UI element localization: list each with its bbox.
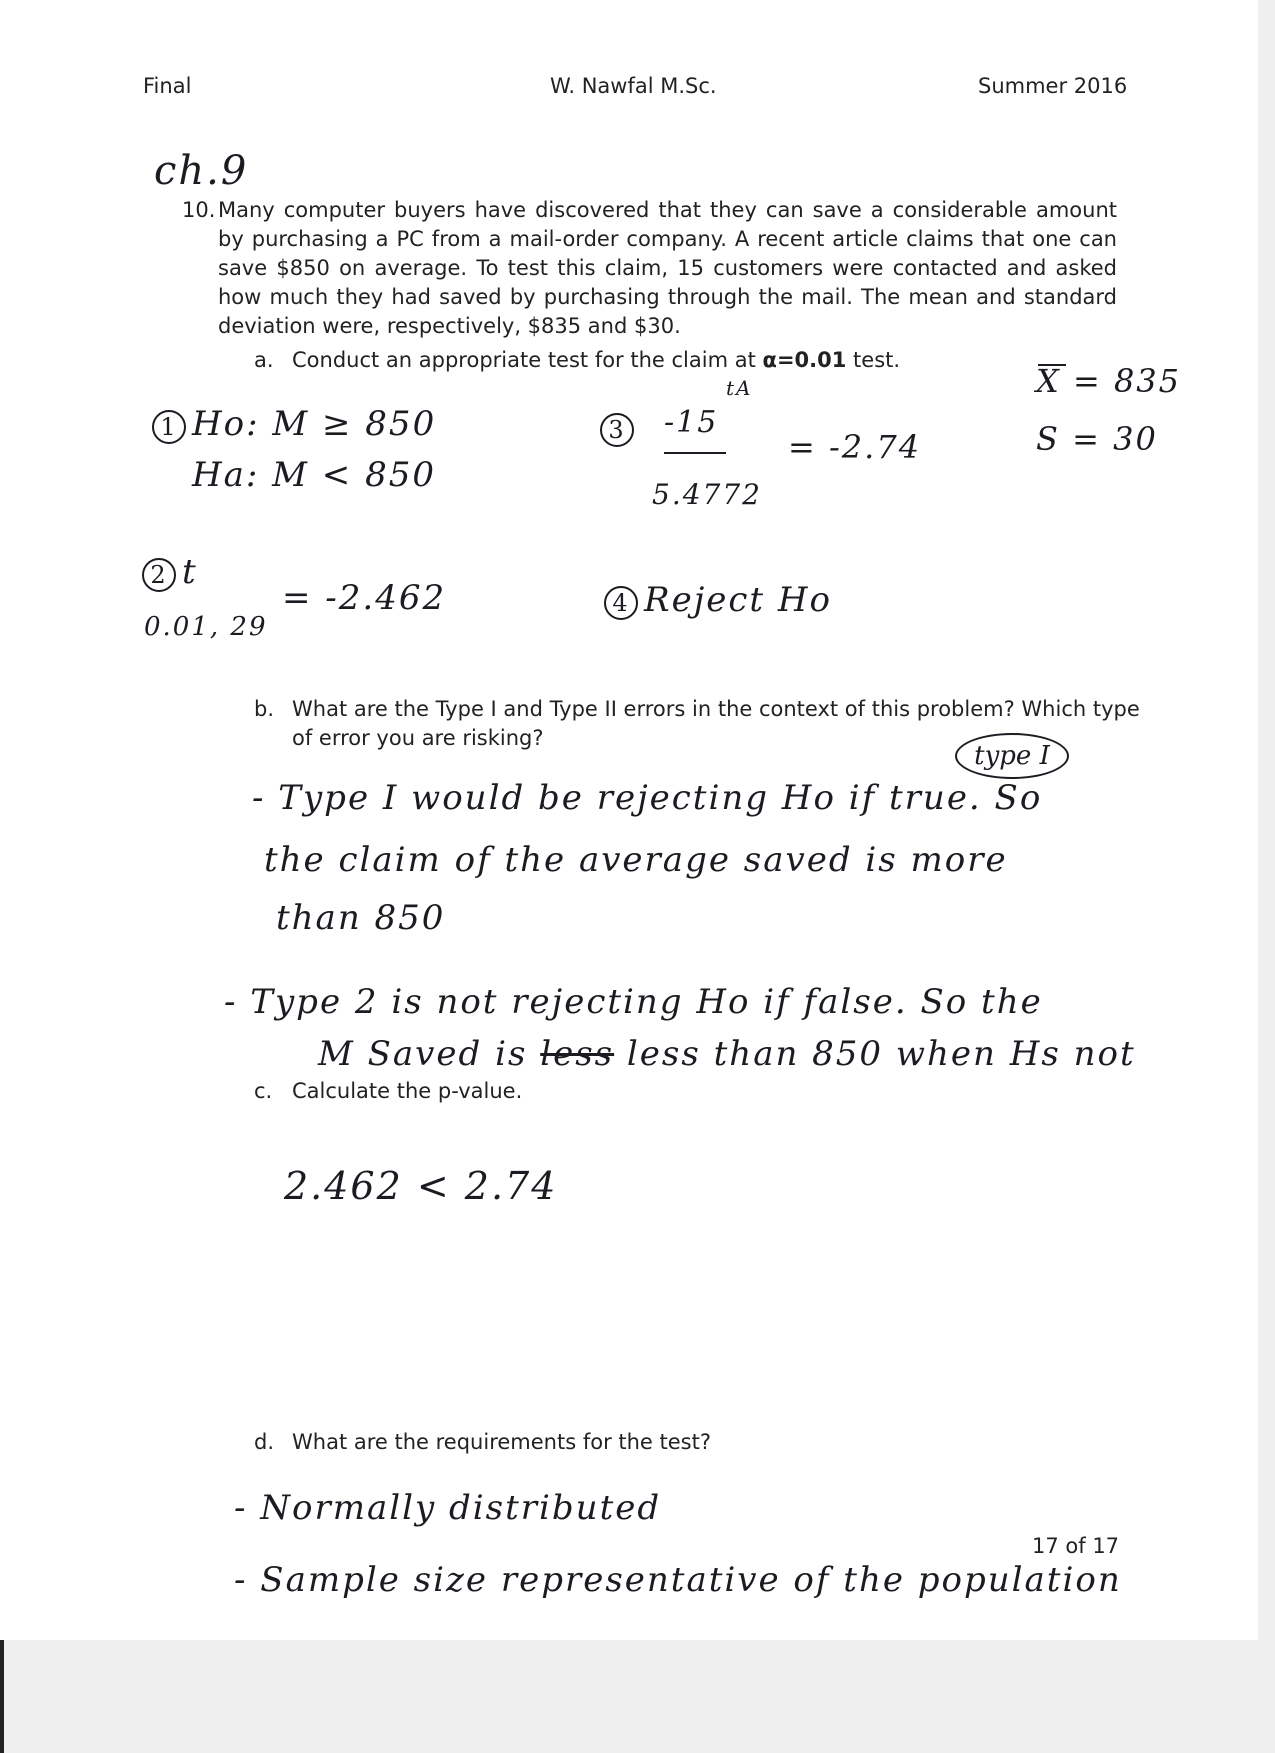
step1-number: 1: [152, 410, 186, 444]
question-b: [254, 697, 1140, 721]
type2-line2-start: M Saved is: [318, 1034, 541, 1074]
question-b-line2: of error you are risking?: [292, 726, 544, 750]
question-a: [254, 348, 900, 372]
problem-statement: [182, 196, 1117, 341]
question-d-text: What are the requirements for the test?: [292, 1430, 711, 1454]
step4-conclusion: [604, 580, 832, 620]
null-hypothesis: Ho: M ≥ 850: [192, 404, 437, 444]
alt-hypothesis: Ha: M < 850: [192, 455, 436, 495]
t-symbol: t: [182, 552, 198, 592]
fraction-bar: [664, 452, 726, 454]
type2-line2: [318, 1034, 1136, 1074]
t-subscript: 0.01, 29: [144, 612, 268, 642]
t-statistic-result: = -2.74: [788, 428, 922, 466]
type2-line1: - Type 2 is not rejecting Ho if false. So the: [224, 982, 1043, 1022]
s-note: S = 30: [1036, 420, 1158, 458]
type-circle-note: type I: [955, 733, 1069, 779]
problem-text: Many computer buyers have discovered that they can save a considerable amount by purchasing a PC from a mail-order company. A recent article claims that one can save $850 on average. To test this claim, 15 customers were contacted and asked how much they had saved by purchasing through the mail. The mean and standard deviation were, respectively, $835 and $30.: [218, 198, 1117, 338]
question-d-letter: d.: [254, 1430, 275, 1454]
t-annotation: tA: [726, 376, 753, 400]
requirement-1: - Normally distributed: [234, 1488, 662, 1528]
type2-strikeout: less: [540, 1034, 615, 1074]
reject-note: Reject Ho: [644, 580, 833, 620]
step4-number: 4: [604, 586, 638, 620]
question-a-letter: a.: [254, 348, 274, 372]
alpha-value: α=0.01: [762, 348, 847, 372]
header-center: W. Nawfal M.Sc.: [550, 74, 717, 98]
step3-number: 3: [600, 413, 634, 447]
step2-t: [142, 552, 198, 592]
problem-number: 10.: [182, 198, 216, 222]
header-left: Final: [143, 74, 192, 98]
question-a-text-before: Conduct an appropriate test for the claim at: [292, 348, 763, 372]
t-critical: = -2.462: [282, 578, 447, 618]
step1-h0: [152, 404, 436, 444]
numerator: -15: [664, 405, 719, 440]
pvalue-note: 2.462 < 2.74: [284, 1164, 558, 1208]
question-a-text-after: test.: [846, 348, 901, 372]
page-number: 17 of 17: [1032, 1534, 1120, 1558]
step2-number: 2: [142, 558, 176, 592]
question-c: [254, 1079, 522, 1103]
question-d: [254, 1430, 711, 1454]
denominator: 5.4772: [652, 478, 762, 511]
step3-marker: [600, 407, 640, 447]
type1-line3: than 850: [276, 898, 446, 938]
type1-line1: - Type I would be rejecting Ho if true. So: [252, 778, 1043, 818]
question-c-text: Calculate the p-value.: [292, 1079, 523, 1103]
type2-line2-end: less than 850 when Hs not: [614, 1034, 1136, 1074]
question-b-line1: What are the Type I and Type II errors in the context of this problem? Which type: [292, 697, 1140, 721]
header-right: Summer 2016: [978, 74, 1128, 98]
question-b-letter: b.: [254, 697, 275, 721]
requirement-2: - Sample size representative of the population: [234, 1560, 1122, 1600]
xbar-note: X = 835: [1036, 362, 1182, 400]
question-c-letter: c.: [254, 1079, 273, 1103]
type1-line2: the claim of the average saved is more: [264, 840, 1008, 880]
chapter-note: ch.9: [154, 148, 249, 194]
scan-edge: [0, 1640, 4, 1753]
